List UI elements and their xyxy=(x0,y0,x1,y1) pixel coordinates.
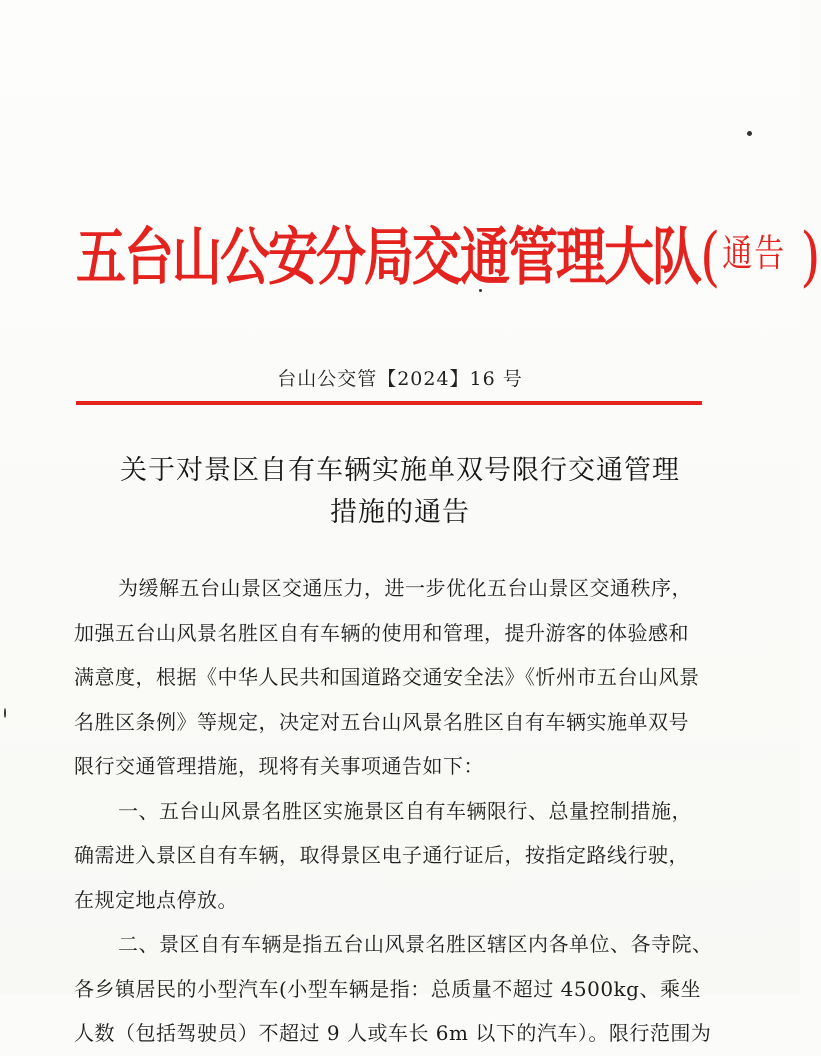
document-type: 通告 xyxy=(722,232,787,276)
scan-speck-1 xyxy=(747,131,752,136)
body-line: 名胜区条例》等规定，决定对五台山风景名胜区自有车辆实施单双号 xyxy=(74,709,689,734)
paragraph-intro xyxy=(74,566,728,789)
notice-title-line-1: 关于对景区自有车辆实施单双号限行交通管理 xyxy=(120,455,680,486)
open-paren: ( xyxy=(700,219,721,295)
body-line: 各乡镇居民的小型汽车(小型车辆是指：总质量不超过 4500kg、乘坐 xyxy=(74,976,701,1001)
body-line: 在规定地点停放。 xyxy=(74,887,238,912)
body-line: 加强五台山风景名胜区自有车辆的使用和管理，提升游客的体验感和 xyxy=(74,620,689,645)
body-line: 确需进入景区自有车辆，取得景区电子通行证后，按指定路线行驶， xyxy=(74,843,689,867)
scan-speck-3 xyxy=(4,708,6,718)
paragraph-item-1 xyxy=(74,789,728,923)
body-line: 满意度，根据《中华人民共和国道路交通安全法》《忻州市五台山风景 xyxy=(74,665,700,689)
body-line: 人数（包括驾驶员）不超过 9 人或车长 6m 以下的汽车）。限行范围为 xyxy=(74,1021,712,1045)
body-line: 限行交通管理措施，现将有关事项通告如下： xyxy=(74,754,484,778)
agency-name: 五台山公安分局交通管理大队 xyxy=(76,219,700,294)
body-line: 二、景区自有车辆是指五台山风景名胜区辖区内各单位、各寺院、 xyxy=(118,932,713,956)
body-line: 为缓解五台山景区交通压力，进一步优化五台山景区交通秩序， xyxy=(118,576,692,600)
notice-body xyxy=(74,566,728,1056)
body-line: 一、五台山风景名胜区实施景区自有车辆限行、总量控制措施， xyxy=(118,798,692,823)
document-number: 台山公交管【2024】16 号 xyxy=(277,368,523,390)
red-separator-line xyxy=(76,401,702,405)
paragraph-item-2 xyxy=(74,922,728,1056)
close-paren: ) xyxy=(800,219,821,295)
issuing-agency-header xyxy=(76,201,821,314)
notice-title-line-2: 措施的通告 xyxy=(330,497,470,528)
